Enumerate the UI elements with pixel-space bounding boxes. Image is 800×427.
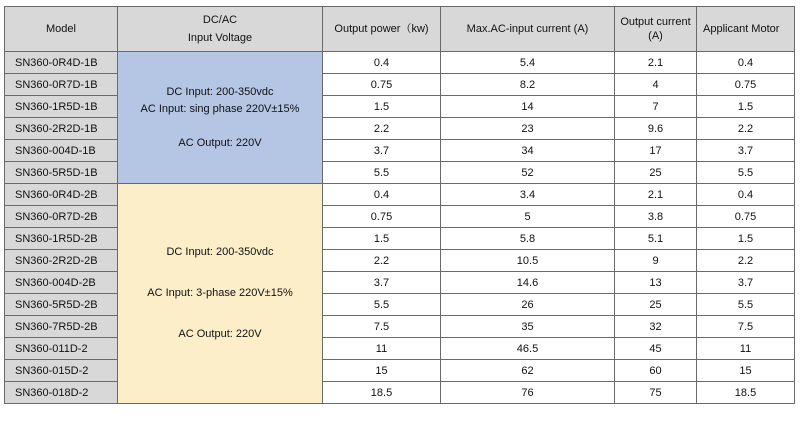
cell-input-voltage-group-2 bbox=[118, 184, 323, 404]
cell-model: SN360-015D-2 bbox=[5, 360, 118, 382]
cell-applicant-motor: 3.7 bbox=[697, 272, 795, 294]
cell-applicant-motor: 0.75 bbox=[697, 74, 795, 96]
cell-max-input-current: 34 bbox=[441, 140, 615, 162]
cell-output-power: 0.4 bbox=[323, 52, 441, 74]
cell-output-current: 5.1 bbox=[615, 228, 697, 250]
header-model: Model bbox=[5, 7, 118, 52]
cell-output-current: 25 bbox=[615, 162, 697, 184]
cell-output-power: 7.5 bbox=[323, 316, 441, 338]
cell-model: SN360-2R2D-1B bbox=[5, 118, 118, 140]
cell-output-power: 18.5 bbox=[323, 382, 441, 404]
cell-max-input-current: 8.2 bbox=[441, 74, 615, 96]
header-max-input-current: Max.AC-input current (A) bbox=[441, 7, 615, 52]
cell-max-input-current: 14 bbox=[441, 96, 615, 118]
cell-output-power: 0.75 bbox=[323, 74, 441, 96]
cell-output-current: 32 bbox=[615, 316, 697, 338]
cell-max-input-current: 5 bbox=[441, 206, 615, 228]
spec-table bbox=[4, 6, 795, 404]
voltage-line: AC Input: sing phase 220V±15% bbox=[140, 102, 300, 115]
table-row bbox=[5, 52, 795, 74]
cell-output-power: 3.7 bbox=[323, 140, 441, 162]
header-row bbox=[5, 7, 795, 52]
cell-output-power: 5.5 bbox=[323, 294, 441, 316]
cell-output-current: 45 bbox=[615, 338, 697, 360]
cell-max-input-current: 3.4 bbox=[441, 184, 615, 206]
table-body bbox=[5, 52, 795, 404]
cell-model: SN360-018D-2 bbox=[5, 382, 118, 404]
voltage-line: AC Input: 3-phase 220V±15% bbox=[147, 287, 293, 299]
cell-output-current: 13 bbox=[615, 272, 697, 294]
cell-output-current: 17 bbox=[615, 140, 697, 162]
cell-max-input-current: 14.6 bbox=[441, 272, 615, 294]
spec-table-container bbox=[4, 6, 795, 404]
voltage-spacer bbox=[118, 262, 322, 284]
cell-applicant-motor: 3.7 bbox=[697, 140, 795, 162]
cell-model: SN360-004D-2B bbox=[5, 272, 118, 294]
cell-output-current: 25 bbox=[615, 294, 697, 316]
cell-output-power: 11 bbox=[323, 338, 441, 360]
cell-output-current: 75 bbox=[615, 382, 697, 404]
cell-model: SN360-1R5D-2B bbox=[5, 228, 118, 250]
voltage-spacer bbox=[118, 303, 322, 325]
cell-model: SN360-004D-1B bbox=[5, 140, 118, 162]
cell-output-power: 15 bbox=[323, 360, 441, 382]
cell-max-input-current: 76 bbox=[441, 382, 615, 404]
cell-output-power: 0.75 bbox=[323, 206, 441, 228]
cell-max-input-current: 5.8 bbox=[441, 228, 615, 250]
cell-output-current: 9.6 bbox=[615, 118, 697, 140]
cell-model: SN360-0R7D-2B bbox=[5, 206, 118, 228]
cell-max-input-current: 62 bbox=[441, 360, 615, 382]
header-output-power: Output power（kw) bbox=[323, 7, 441, 52]
cell-model: SN360-7R5D-2B bbox=[5, 316, 118, 338]
header-voltage bbox=[118, 7, 323, 52]
cell-applicant-motor: 2.2 bbox=[697, 118, 795, 140]
cell-model: SN360-0R4D-1B bbox=[5, 52, 118, 74]
cell-model: SN360-5R5D-2B bbox=[5, 294, 118, 316]
cell-applicant-motor: 18.5 bbox=[697, 382, 795, 404]
cell-output-current: 4 bbox=[615, 74, 697, 96]
cell-applicant-motor: 0.4 bbox=[697, 184, 795, 206]
cell-max-input-current: 5.4 bbox=[441, 52, 615, 74]
header-voltage-line1: DC/AC bbox=[202, 14, 238, 26]
cell-applicant-motor: 5.5 bbox=[697, 162, 795, 184]
cell-model: SN360-0R7D-1B bbox=[5, 74, 118, 96]
voltage-line: DC Input: 200-350vdc bbox=[166, 85, 274, 98]
voltage-line: AC Output: 220V bbox=[178, 136, 262, 149]
header-output-current: Output current (A) bbox=[615, 7, 697, 52]
cell-output-current: 2.1 bbox=[615, 184, 697, 206]
cell-max-input-current: 52 bbox=[441, 162, 615, 184]
cell-output-power: 0.4 bbox=[323, 184, 441, 206]
voltage-line: AC Output: 220V bbox=[178, 328, 262, 340]
cell-applicant-motor: 11 bbox=[697, 338, 795, 360]
cell-model: SN360-2R2D-2B bbox=[5, 250, 118, 272]
cell-output-power: 5.5 bbox=[323, 162, 441, 184]
cell-model: SN360-1R5D-1B bbox=[5, 96, 118, 118]
cell-max-input-current: 10.5 bbox=[441, 250, 615, 272]
cell-applicant-motor: 15 bbox=[697, 360, 795, 382]
cell-output-current: 3.8 bbox=[615, 206, 697, 228]
cell-output-power: 1.5 bbox=[323, 96, 441, 118]
cell-applicant-motor: 1.5 bbox=[697, 96, 795, 118]
cell-output-current: 2.1 bbox=[615, 52, 697, 74]
cell-model: SN360-0R4D-2B bbox=[5, 184, 118, 206]
cell-applicant-motor: 5.5 bbox=[697, 294, 795, 316]
voltage-spacer bbox=[118, 118, 322, 135]
header-applicant-motor: Applicant Motor bbox=[697, 7, 795, 52]
cell-output-power: 1.5 bbox=[323, 228, 441, 250]
table-row bbox=[5, 184, 795, 206]
cell-output-current: 7 bbox=[615, 96, 697, 118]
cell-model: SN360-011D-2 bbox=[5, 338, 118, 360]
cell-output-power: 3.7 bbox=[323, 272, 441, 294]
cell-applicant-motor: 7.5 bbox=[697, 316, 795, 338]
cell-max-input-current: 46.5 bbox=[441, 338, 615, 360]
cell-output-current: 60 bbox=[615, 360, 697, 382]
cell-model: SN360-5R5D-1B bbox=[5, 162, 118, 184]
cell-applicant-motor: 2.2 bbox=[697, 250, 795, 272]
cell-input-voltage-group-1 bbox=[118, 52, 323, 184]
cell-applicant-motor: 0.75 bbox=[697, 206, 795, 228]
cell-max-input-current: 35 bbox=[441, 316, 615, 338]
cell-output-current: 9 bbox=[615, 250, 697, 272]
cell-output-power: 2.2 bbox=[323, 118, 441, 140]
voltage-line: DC Input: 200-350vdc bbox=[166, 246, 274, 258]
cell-output-power: 2.2 bbox=[323, 250, 441, 272]
cell-applicant-motor: 1.5 bbox=[697, 228, 795, 250]
cell-max-input-current: 26 bbox=[441, 294, 615, 316]
cell-max-input-current: 23 bbox=[441, 118, 615, 140]
header-voltage-line2: Input Voltage bbox=[187, 32, 253, 44]
cell-applicant-motor: 0.4 bbox=[697, 52, 795, 74]
